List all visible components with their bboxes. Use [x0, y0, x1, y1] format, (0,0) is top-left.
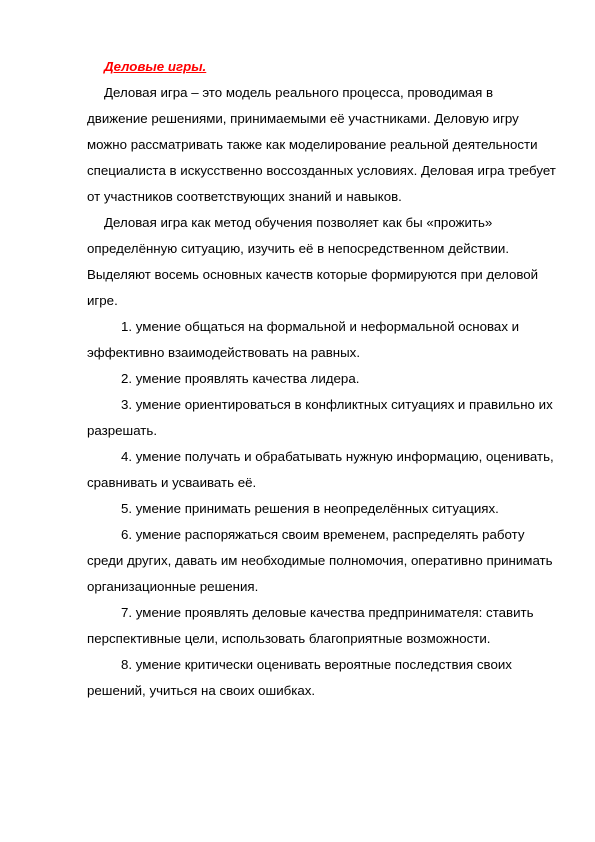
document-title: Деловые игры. — [104, 59, 207, 74]
list-item-text: умение общаться на формальной и неформальной основах и эффективно взаимодействовать на равных. — [87, 319, 520, 360]
paragraph-method: Деловая игра как метод обучения позволяет как бы «прожить» определённую ситуацию, изучить её в непосредственном действии. Выделяют восемь основных качеств которые формируются при деловой игре. — [87, 215, 539, 308]
list-item — [87, 600, 557, 652]
list-item-text: умение проявлять качества лидера. — [135, 371, 360, 386]
list-item-text: умение принимать решения в неопределённых ситуациях. — [135, 501, 499, 516]
list-item-text: умение получать и обрабатывать нужную информацию, оценивать, сравнивать и усваивать её. — [87, 449, 554, 490]
list-item — [87, 444, 557, 496]
list-item — [87, 496, 557, 522]
list-item-text: умение ориентироваться в конфликтных ситуациях и правильно их разрешать. — [87, 397, 553, 438]
list-item-number: 5. — [121, 501, 133, 516]
list-item-text: умение распоряжаться своим временем, распределять работу среди других, давать им необходимые полномочия, оперативно принимать организационные решения. — [87, 527, 553, 594]
list-item-text: умение проявлять деловые качества предпринимателя: ставить перспективные цели, использовать благоприятные возможности. — [87, 605, 534, 646]
list-item — [87, 652, 557, 704]
list-item-number: 8. — [121, 657, 133, 672]
list-item-number: 3. — [121, 397, 133, 412]
list-item — [87, 392, 557, 444]
list-item-number: 1. — [121, 319, 133, 334]
list-item-number: 2. — [121, 371, 133, 386]
list-item-number: 4. — [121, 449, 133, 464]
list-item-text: умение критически оценивать вероятные последствия своих решений, учиться на своих ошибках. — [87, 657, 512, 698]
list-item — [87, 314, 557, 366]
qualities-list — [87, 314, 557, 704]
list-item-number: 7. — [121, 605, 133, 620]
list-item — [87, 522, 557, 600]
paragraph-definition: Деловая игра – это модель реального процесса, проводимая в движение решениями, принимаемыми её участниками. Деловую игру можно рассматривать также как моделирование реальной деятельности специалиста в искусственно воссозданных условиях. Деловая игра требует от участников соответствующих знаний и навыков. — [87, 85, 556, 204]
list-item-number: 6. — [121, 527, 133, 542]
document-body — [87, 54, 557, 704]
list-item — [87, 366, 557, 392]
